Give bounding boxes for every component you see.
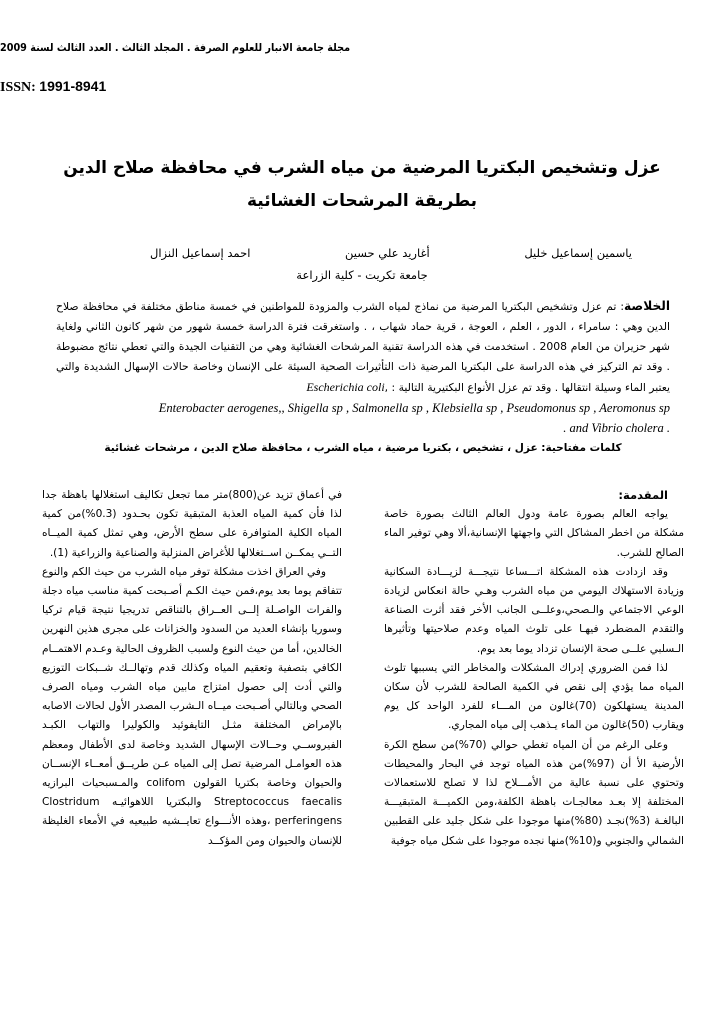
abstract-body: : تم عزل وتشخيص البكتريا المرضية من نماذج لمياه الشرب والمزودة للمواطنين في خمسة مناطق مختلفة في محافظة صلاح الدين وهي : سامراء ، الدور ، العلم ، العوجة ، قرية حماد شهاب ، . واستغرقت فترة الدراسة خمسة شهور من شهر كانون الثاني ولغاية شهر حزيران من العام 2008 . استخدمت في هذه الدراسة تقنية المرشحات الغشائية وهي من التقنيات الجيدة والتي تعطي نتائج مضبوطة . وقد تم التركيز في هذه الدراسة على البكتريا المرضية ذات التأثيرات الصحية السيئة على الإنسان وخاصة حالات الإسهال الشديدة والتي يعتبر الماء وسيلة انتقالها . وقد تم عزل الأنواع البكتيرية التالية : , xyxy=(56,300,670,394)
journal-header xyxy=(0,42,672,54)
title-line-1: عزل وتشخيص البكتريا المرضية من مياه الشرب في محافظة صلاح الدين xyxy=(63,158,661,178)
page-title xyxy=(62,152,662,218)
abstract-species-line-3: . and Vibrio cholera . xyxy=(563,421,670,435)
issn-value: 1991-8941 xyxy=(39,78,107,94)
journal-header-text: مجلة جامعة الانبار للعلوم الصرفة . المجلد الثالث . العدد الثالث لسنة 2009 xyxy=(0,42,351,54)
right-column-paragraph-1: يواجه العالم بصورة عامة ودول العالم الثالث بصورة خاصة مشكلة من اخطر المشاكل التي واجهتها الإنسانية،ألا وهي توفير الماء الصالح للشرب. xyxy=(384,508,684,559)
abstract-label: الخلاصة xyxy=(624,299,670,313)
right-column-paragraph-4: وعلى الرغم من أن المياه تغطي حوالي (70%)من سطح الكرة الأرضية الأ أن (97%)من هذه المياه توجد في البحار والمحيطات وتحتوي على نسبة عالية من الأمـــلاح لذا لا تصلح للاستعمالات المختلفة إلا بعـد معالجـات باهظة الكلفة،ومن الكميـــة المتبقيـــة البالغـة (3%)نجـد (80%)منها موجودا على شكل جليد على القطبين الشمالي والجنوبي و(10%)منها نجده موجودا على شكل مياه جوفية xyxy=(384,738,684,847)
right-column-paragraph-3: لذا فمن الضروري إدراك المشكلات والمخاطر التي يسببها تلوث المياه مما يؤدي إلى نقص في الكمية الصالحة للشرب لأن سكان المدينة يستهلكون (70)غالون من المـــاء للفرد الواحد كل يوم ويقارب (50)غالون من الماء يـذهب إلى مياه المجاري. xyxy=(384,661,685,732)
left-column-paragraph-2: وفي العراق اخذت مشكلة توفر مياه الشرب من حيث الكم والنوع تتفاقم يوما بعد يوم،فمن حيث الكـم أصـبحت كمية مناسب مياه دجلة والفرات الواصـلة إلــى العــراق بالتناقص تدريجيا نتيجة قيام تركيا وسوريا بإنشاء العديد من السدود والخزانات على مجرى هذين النهرين الخالدين، أما من حيث النوع ولسبب الظروف الحالية وعـدم الاهتمــام الكافي بتصفية وتعقيم المياه وكذلك قدم وتهالــك شــبكات التوزيع والتي أدت إلى حصول امتزاج مابين مياه الشرب ومياه الصرف الصحي وبالتالي أصـبحت ميــاه الـشرب المصدر الأول لحالات الاصابه بالإمراض المختلفة مثـل التايفوئيد والكوليرا والتهاب الكبـد الفيروســي وحــالات الإسهال الشديد وخاصة لدى الأطفال ومعظم هذه العوامـل المرضية تصل إلى المياه عـن طريــق أمعــاء الإنســان والحيوان وخاصة بكتريا القولون colifom والمـسبحيات البرازيه Streptococcus faecalis والبكتريا اللاهوائيـه Clostridum perferingens ،وهذه الأنـــواع تعايــشيه طبيعيه في الأمعاء الغليظة للإنسان والحيوان ومن المؤكــد xyxy=(42,565,342,847)
right-column-paragraph-2: وقد ازدادت هذه المشكلة اتـــساعا نتيجـــة لزيـــادة السكانية وزيادة الاستهلاك اليومي من مياه الشرب وهـي حالة انعكاس لزيادة الوعي الاجتماعي والـصحي،وعلــى الجانب الأخر فقد أثرت الصناعة والتقدم المضطرد فيهـا على تلوث المياه وعدم صلاحيتها وتأثيرها الـسلبي علــى صحة الإنسان تزداد يوما بعد يوم. xyxy=(384,565,684,655)
left-column xyxy=(42,486,342,956)
abstract-species-inline: Escherichia coli xyxy=(306,380,385,394)
title-line-2: بطريقة المرشحات الغشائية xyxy=(246,191,478,212)
abstract-section xyxy=(56,296,670,438)
author-affiliation: جامعة تكريت - كلية الزراعة xyxy=(296,268,428,282)
abstract-species-line-2: Enterobacter aerogenes,, Shigella sp , Salmonella sp , Klebsiella sp , Pseudomonus sp , Aeromonus sp xyxy=(158,401,670,415)
issn-label: ISSN: xyxy=(0,80,36,95)
section-heading-introduction: المقدمة: xyxy=(618,488,668,502)
right-column xyxy=(384,486,684,956)
author-1: احمد إسماعيل النزال xyxy=(150,246,251,260)
issn-line xyxy=(0,78,666,96)
author-2: أغاريد علي حسين xyxy=(345,246,430,260)
author-3: ياسمين إسماعيل خليل xyxy=(524,246,632,260)
keywords-line: كلمات مفتاحية: عزل ، تشخيص ، بكتريا مرضية ، مياه الشرب ، محافظة صلاح الدين ، مرشحات غشائية xyxy=(104,442,622,454)
authors-list xyxy=(150,246,632,260)
left-column-paragraph-1: في أعماق تزيد عن(800)متر مما تجعل تكاليف استغلالها باهظة جدا لذا فأن كمية المياه العذبة المتبقية تكون بحـدود (0.3%)من كمية المياه الكلية المتوافرة على سطح الأرض، وهي تمثل كمية الميــاه التــي يمكــن اســتغلالها للأغراض المنزلية والصناعية والزراعية (1). xyxy=(42,489,343,559)
body-columns xyxy=(42,486,684,956)
